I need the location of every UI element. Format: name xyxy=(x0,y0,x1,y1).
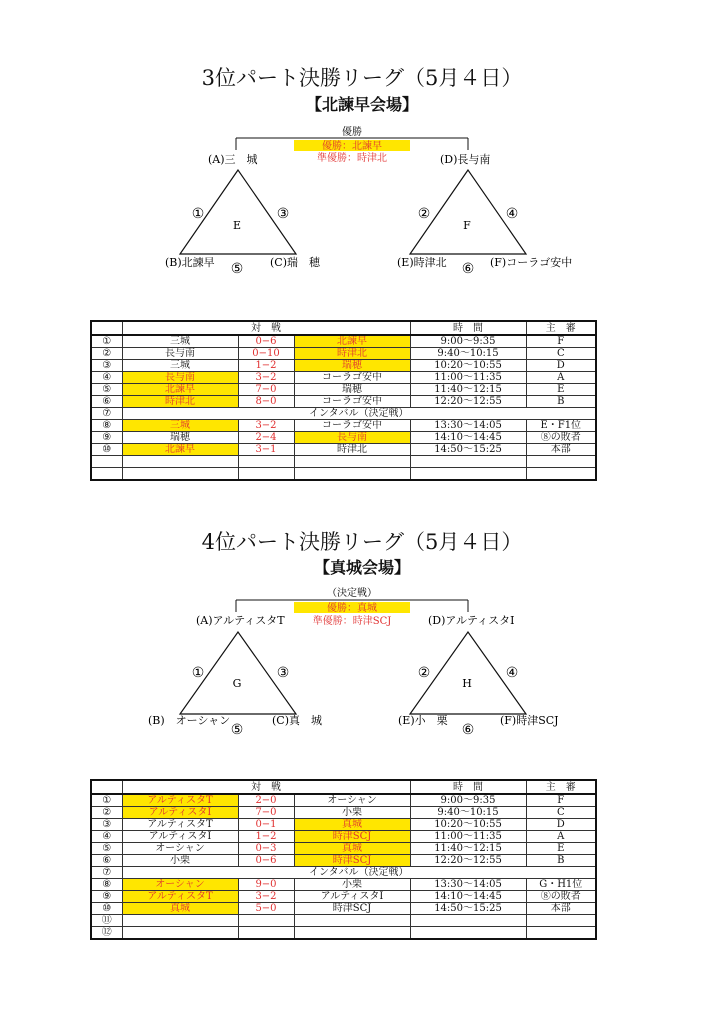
part3-winner-line: 優勝：北諫早 xyxy=(322,141,382,152)
team-b: 時津北 xyxy=(294,348,410,360)
referee: A xyxy=(526,372,596,384)
part3-right-top: (D)長与南 xyxy=(440,153,491,166)
match-time: 14:50〜15:25 xyxy=(410,903,526,915)
referee: ⑧の敗者 xyxy=(526,432,596,444)
team-b: コーラゴ安中 xyxy=(294,420,410,432)
match-time: 9:40〜10:15 xyxy=(410,807,526,819)
score: 7−0 xyxy=(238,807,294,819)
table-row xyxy=(91,831,596,843)
match-number: ③ xyxy=(91,360,122,372)
referee: 本部 xyxy=(526,903,596,915)
team-b: 瑞穂 xyxy=(294,384,410,396)
match-time xyxy=(410,927,526,940)
table-row xyxy=(91,867,596,879)
match-time: 14:50〜15:25 xyxy=(410,444,526,456)
part4-right-m1: ② xyxy=(417,665,431,681)
team-b: コーラゴ安中 xyxy=(294,396,410,408)
team-b: 時津SCJ xyxy=(294,855,410,867)
team-a: アルティスタT xyxy=(122,794,238,807)
part4-left-br: (C)真 城 xyxy=(272,714,322,727)
referee: 本部 xyxy=(526,444,596,456)
match-time: 13:30〜14:05 xyxy=(410,420,526,432)
referee: G・H1位 xyxy=(526,879,596,891)
match-number: ⑦ xyxy=(91,867,122,879)
team-a: アルティスタI xyxy=(122,831,238,843)
team-b xyxy=(294,468,410,481)
interval-cell: インタバル（決定戦） xyxy=(122,408,596,420)
part3-left-m1: ① xyxy=(191,206,205,222)
match-number: ⑩ xyxy=(91,903,122,915)
part4-schedule-table xyxy=(90,779,597,940)
team-b: 時津北 xyxy=(294,444,410,456)
match-number: ⑥ xyxy=(91,396,122,408)
table-row xyxy=(91,879,596,891)
referee: F xyxy=(526,335,596,348)
score: 3−2 xyxy=(238,420,294,432)
match-number: ⑧ xyxy=(91,420,122,432)
part3-bracket xyxy=(0,120,724,290)
team-a: 三城 xyxy=(122,420,238,432)
table-row xyxy=(91,408,596,420)
score: 0−10 xyxy=(238,348,294,360)
referee: B xyxy=(526,855,596,867)
score: 3−2 xyxy=(238,891,294,903)
table-row xyxy=(91,915,596,927)
team-a: 小栗 xyxy=(122,855,238,867)
score: 5−0 xyxy=(238,903,294,915)
match-number xyxy=(91,456,122,468)
referee: E・F1位 xyxy=(526,420,596,432)
part4-left-center: G xyxy=(232,677,242,690)
team-b: アルティスタI xyxy=(294,891,410,903)
part3-left-m3: ⑤ xyxy=(230,261,244,277)
part4-bracket xyxy=(0,582,724,752)
team-b: 時津SCJ xyxy=(294,831,410,843)
part4-header-referee: 主 審 xyxy=(526,780,596,794)
score: 0−3 xyxy=(238,843,294,855)
team-a: オーシャン xyxy=(122,843,238,855)
part4-venue: 【真城会場】 xyxy=(313,558,410,577)
team-a: 真城 xyxy=(122,903,238,915)
score: 1−2 xyxy=(238,360,294,372)
match-number: ④ xyxy=(91,372,122,384)
referee: ⑧の敗者 xyxy=(526,891,596,903)
referee: C xyxy=(526,807,596,819)
match-number: ⑧ xyxy=(91,879,122,891)
referee: D xyxy=(526,819,596,831)
match-number xyxy=(91,468,122,481)
match-time: 9:00〜9:35 xyxy=(410,335,526,348)
referee: E xyxy=(526,384,596,396)
part4-title: 4位パート決勝リーグ（5月４日） xyxy=(201,530,523,554)
referee: F xyxy=(526,794,596,807)
part3-venue: 【北諫早会場】 xyxy=(305,95,418,114)
table-row xyxy=(91,927,596,940)
part3-right-m2: ④ xyxy=(505,206,519,222)
team-a: 時津北 xyxy=(122,396,238,408)
match-number: ⑥ xyxy=(91,855,122,867)
match-number: ⑨ xyxy=(91,432,122,444)
match-time: 11:00〜11:35 xyxy=(410,372,526,384)
score: 8−0 xyxy=(238,396,294,408)
part3-left-m2: ③ xyxy=(276,206,290,222)
table-row xyxy=(91,396,596,408)
match-time: 12:20〜12:55 xyxy=(410,396,526,408)
table-row xyxy=(91,843,596,855)
score: 9−0 xyxy=(238,879,294,891)
score xyxy=(238,468,294,481)
score xyxy=(238,915,294,927)
part3-right-m3: ⑥ xyxy=(461,261,475,277)
match-number: ④ xyxy=(91,831,122,843)
score: 7−0 xyxy=(238,384,294,396)
table-row xyxy=(91,891,596,903)
team-a xyxy=(122,468,238,481)
referee: C xyxy=(526,348,596,360)
match-time: 14:10〜14:45 xyxy=(410,432,526,444)
score: 3−2 xyxy=(238,372,294,384)
part3-schedule-table xyxy=(90,320,597,481)
score: 2−4 xyxy=(238,432,294,444)
part3-header-no xyxy=(91,321,122,335)
part4-header-time: 時 間 xyxy=(410,780,526,794)
referee xyxy=(526,468,596,481)
referee: A xyxy=(526,831,596,843)
match-time: 13:30〜14:05 xyxy=(410,879,526,891)
part4-right-center: H xyxy=(462,677,472,690)
part4-left-m3: ⑤ xyxy=(230,722,244,738)
part3-left-br: (C)瑞 穂 xyxy=(270,256,320,269)
table-row xyxy=(91,335,596,348)
part3-right-bl: (E)時津北 xyxy=(397,256,447,269)
part4-header-label: （決定戦） xyxy=(327,588,377,599)
match-number: ② xyxy=(91,348,122,360)
table-row xyxy=(91,456,596,468)
part4-left-m1: ① xyxy=(191,665,205,681)
score: 3−1 xyxy=(238,444,294,456)
table-row xyxy=(91,420,596,432)
part4-right-m2: ④ xyxy=(505,665,519,681)
team-a: 瑞穂 xyxy=(122,432,238,444)
team-b: 長与南 xyxy=(294,432,410,444)
referee xyxy=(526,456,596,468)
score: 0−1 xyxy=(238,819,294,831)
match-number: ② xyxy=(91,807,122,819)
table-row xyxy=(91,807,596,819)
match-time: 11:00〜11:35 xyxy=(410,831,526,843)
part3-title: 3位パート決勝リーグ（5月４日） xyxy=(201,66,523,90)
match-number: ⑩ xyxy=(91,444,122,456)
table-row xyxy=(91,360,596,372)
team-a: アルティスタI xyxy=(122,807,238,819)
team-a: オーシャン xyxy=(122,879,238,891)
team-b: 真城 xyxy=(294,819,410,831)
match-number: ① xyxy=(91,794,122,807)
score xyxy=(238,927,294,940)
team-b: 小栗 xyxy=(294,807,410,819)
score: 2−0 xyxy=(238,794,294,807)
table-row xyxy=(91,794,596,807)
score: 0−6 xyxy=(238,335,294,348)
team-b xyxy=(294,927,410,940)
match-time: 14:10〜14:45 xyxy=(410,891,526,903)
team-b: 真城 xyxy=(294,843,410,855)
part4-header-match: 対 戦 xyxy=(122,780,410,794)
match-number: ⑪ xyxy=(91,915,122,927)
match-time: 11:40〜12:15 xyxy=(410,384,526,396)
part4-right-m3: ⑥ xyxy=(461,722,475,738)
score: 0−6 xyxy=(238,855,294,867)
team-b: 瑞穂 xyxy=(294,360,410,372)
table-row xyxy=(91,855,596,867)
team-b: コーラゴ安中 xyxy=(294,372,410,384)
team-a xyxy=(122,915,238,927)
referee: E xyxy=(526,843,596,855)
table-row xyxy=(91,384,596,396)
table-row xyxy=(91,819,596,831)
team-a: 北諫早 xyxy=(122,384,238,396)
part3-right-center: F xyxy=(463,219,471,232)
team-a: 三城 xyxy=(122,335,238,348)
match-time xyxy=(410,468,526,481)
match-number: ⑤ xyxy=(91,384,122,396)
match-number: ⑫ xyxy=(91,927,122,940)
part4-winner-line: 優勝：真城 xyxy=(327,603,377,614)
team-a: アルティスタT xyxy=(122,819,238,831)
table-row xyxy=(91,348,596,360)
score: 1−2 xyxy=(238,831,294,843)
part4-left-bl: (B) オーシャン xyxy=(148,714,231,727)
match-time: 9:00〜9:35 xyxy=(410,794,526,807)
referee: D xyxy=(526,360,596,372)
part3-header-label: 優勝 xyxy=(342,127,362,138)
part3-runnerup-line: 準優勝：時津北 xyxy=(317,153,387,164)
match-time: 9:40〜10:15 xyxy=(410,348,526,360)
team-b xyxy=(294,915,410,927)
team-a: 長与南 xyxy=(122,372,238,384)
referee xyxy=(526,915,596,927)
part4-right-br: (F)時津SCJ xyxy=(500,714,559,727)
team-a xyxy=(122,456,238,468)
team-a xyxy=(122,927,238,940)
referee xyxy=(526,927,596,940)
part4-left-top: (A)アルティスタT xyxy=(196,614,285,627)
match-time xyxy=(410,456,526,468)
part3-left-top: (A)三 城 xyxy=(208,153,258,166)
table-row xyxy=(91,372,596,384)
part3-left-bl: (B)北諫早 xyxy=(165,256,215,269)
table-row xyxy=(91,444,596,456)
part3-header-referee: 主 審 xyxy=(526,321,596,335)
match-time xyxy=(410,915,526,927)
table-row xyxy=(91,468,596,481)
part3-header-match: 対 戦 xyxy=(122,321,410,335)
team-b: 北諫早 xyxy=(294,335,410,348)
team-b: 時津SCJ xyxy=(294,903,410,915)
team-b xyxy=(294,456,410,468)
team-a: アルティスタT xyxy=(122,891,238,903)
match-time: 12:20〜12:55 xyxy=(410,855,526,867)
match-number: ⑨ xyxy=(91,891,122,903)
match-time: 10:20〜10:55 xyxy=(410,819,526,831)
part4-left-m2: ③ xyxy=(276,665,290,681)
team-a: 長与南 xyxy=(122,348,238,360)
table-row xyxy=(91,903,596,915)
table-row xyxy=(91,432,596,444)
part3-left-center: E xyxy=(232,219,242,232)
part4-right-bl: (E)小 栗 xyxy=(398,714,448,727)
part3-right-br: (F)コーラゴ安中 xyxy=(490,256,573,269)
part3-header-time: 時 間 xyxy=(410,321,526,335)
match-time: 11:40〜12:15 xyxy=(410,843,526,855)
part4-header-no xyxy=(91,780,122,794)
match-number: ① xyxy=(91,335,122,348)
part4-right-top: (D)アルティスタI xyxy=(428,614,515,627)
match-number: ⑦ xyxy=(91,408,122,420)
team-a: 三城 xyxy=(122,360,238,372)
part4-runnerup-line: 準優勝：時津SCJ xyxy=(312,616,392,627)
referee: B xyxy=(526,396,596,408)
match-number: ⑤ xyxy=(91,843,122,855)
match-number: ③ xyxy=(91,819,122,831)
match-time: 10:20〜10:55 xyxy=(410,360,526,372)
score xyxy=(238,456,294,468)
team-a: 北諫早 xyxy=(122,444,238,456)
part3-right-m1: ② xyxy=(417,206,431,222)
team-b: オーシャン xyxy=(294,794,410,807)
interval-cell: インタバル（決定戦） xyxy=(122,867,596,879)
team-b: 小栗 xyxy=(294,879,410,891)
